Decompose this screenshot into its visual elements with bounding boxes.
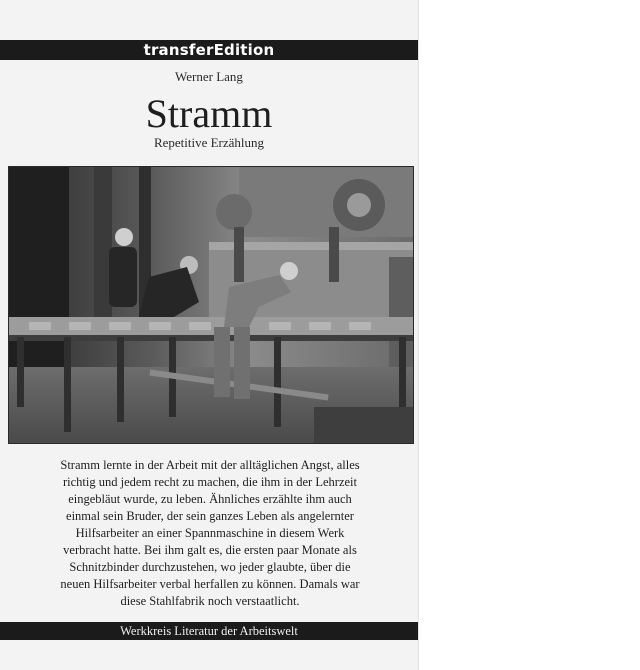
- photo-illustration: [9, 167, 413, 443]
- book-subtitle: Repetitive Erzählung: [153, 135, 265, 150]
- series-band: Werkkreis Literatur der Arbeitswelt: [0, 622, 418, 640]
- publisher-band: transferEdition: [0, 40, 418, 60]
- author-name: Werner Lang: [175, 69, 243, 84]
- cover-blurb: Stramm lernte in der Arbeit mit der alltäglichen Angst, alles richtig und jedem recht zu machen, die ihm in der Lehrzeit eingebläut wurde, zu leben. Ähnliches erzählte ihm auch einmal sein Bruder, der sein ganzes Leben als angelernter Hilfsarbeiter an einer Spannmaschine in diesem Werk verbracht hatte. Bei ihm galt es, die ersten paar Monate als Schnitzbinder durchzustehen, wo jeder glaubte, über die neuen Hilfsarbeiter verbal herfallen zu können. Damals war diese Stahlfabrik noch verstaatlicht.: [60, 458, 360, 608]
- book-title: Stramm: [145, 91, 273, 136]
- factory-workers-photo: [8, 166, 414, 444]
